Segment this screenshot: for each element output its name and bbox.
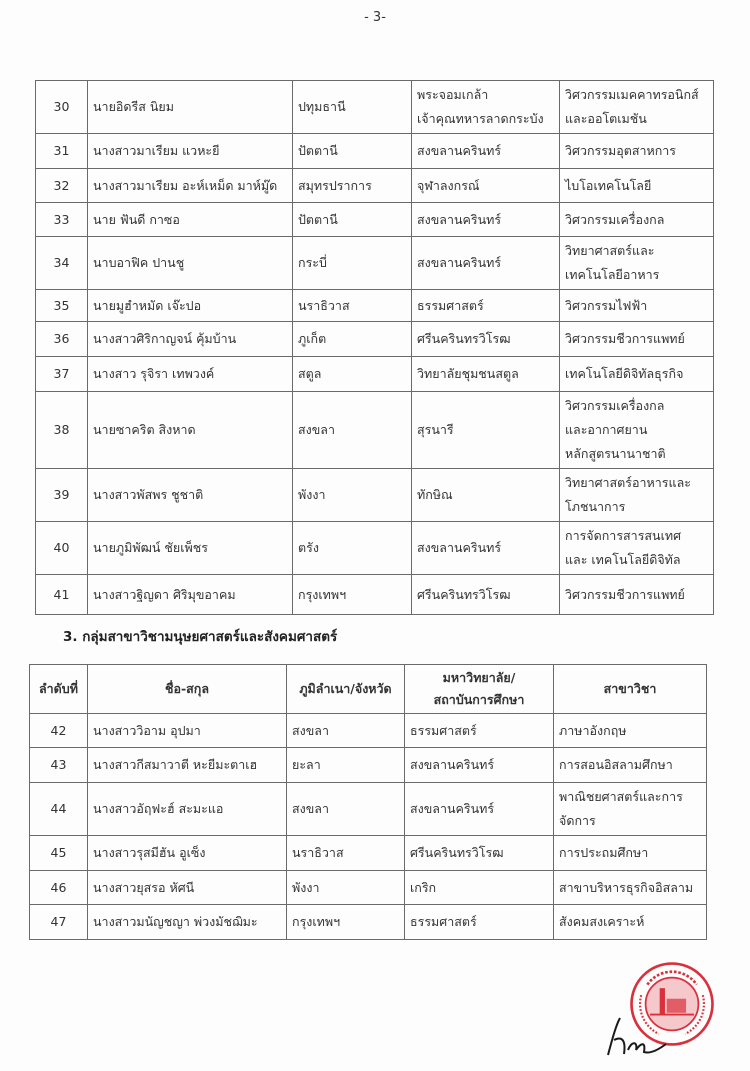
cell-province: ปัตตานี — [293, 203, 412, 237]
cell-province: ยะลา — [287, 748, 405, 783]
cell-major — [560, 237, 714, 290]
table-row — [30, 783, 707, 836]
cell-number: 32 — [36, 169, 88, 203]
cell-name: นางสาวมนัญชญา พ่วงมัชฌิมะ — [88, 905, 287, 940]
cell-major — [560, 322, 714, 357]
cell-province: ปัตตานี — [293, 134, 412, 169]
table-row — [36, 322, 714, 357]
cell-major — [560, 469, 714, 522]
cell-major-line: วิศวกรรมชีวการแพทย์ — [565, 331, 685, 346]
cell-name: นางสาววิอาม อุปมา — [88, 714, 287, 748]
table-row — [36, 169, 714, 203]
cell-major — [554, 748, 707, 783]
cell-province: สตูล — [293, 357, 412, 392]
header-university-line: สถาบันการศึกษา — [433, 692, 525, 707]
cell-province: นราธิวาส — [293, 290, 412, 322]
cell-major-line: วิทยาศาสตร์อาหารและ — [565, 475, 691, 490]
section-title: 3. กลุ่มสาขาวิชามนุษยศาสตร์และสังคมศาสตร์ — [63, 629, 338, 645]
cell-university — [412, 203, 560, 237]
cell-major — [554, 783, 707, 836]
cell-number: 46 — [30, 871, 88, 905]
cell-university — [412, 290, 560, 322]
cell-university-line: วิทยาลัยชุมชนสตูล — [417, 366, 519, 381]
cell-major-line: สังคมสงเคราะห์ — [559, 914, 645, 929]
cell-major-line: การประถมศึกษา — [559, 845, 649, 860]
cell-major-line: วิศวกรรมเครื่องกล — [565, 398, 665, 413]
cell-major — [560, 134, 714, 169]
table-row — [30, 905, 707, 940]
cell-major-line: วิศวกรรมอุตสาหการ — [565, 143, 677, 158]
cell-major-line: วิศวกรรมไฟฟ้า — [565, 297, 648, 313]
cell-major — [554, 905, 707, 940]
cell-name: นายมูฮำหมัด เจ๊ะปอ — [88, 290, 293, 322]
cell-university-line: ธรรมศาสตร์ — [417, 297, 484, 313]
table-row — [36, 81, 714, 134]
cell-university-line: ศรีนครินทรวิโรฒ — [410, 845, 504, 860]
cell-province: ปทุมธานี — [293, 81, 412, 134]
header-university-line: มหาวิทยาลัย/ — [442, 670, 516, 685]
cell-number: 44 — [30, 783, 88, 836]
cell-major — [560, 357, 714, 392]
cell-major-line: การจัดการสารสนเทศ — [565, 528, 682, 543]
cell-major-line: และ เทคโนโลยีดิจิทัล — [565, 552, 681, 567]
cell-province: พังงา — [287, 871, 405, 905]
cell-university-line: ธรรมศาสตร์ — [410, 914, 477, 929]
cell-major-line: วิศวกรรมเครื่องกล — [565, 211, 665, 227]
table-row — [30, 748, 707, 783]
cell-province: ภูเก็ต — [293, 322, 412, 357]
cell-number: 34 — [36, 237, 88, 290]
table-row — [36, 469, 714, 522]
cell-university — [405, 905, 554, 940]
cell-province: กรุงเทพฯ — [287, 905, 405, 940]
cell-name: นางสาวมาเรียม แวหะยี — [88, 134, 293, 169]
cell-university-line: สงขลานครินทร์ — [417, 255, 502, 270]
cell-university-line: จุฬาลงกรณ์ — [417, 177, 480, 193]
cell-name: นางสาวยุสรอ หัศนี — [88, 871, 287, 905]
cell-province: สงขลา — [287, 783, 405, 836]
cell-university-line: สงขลานครินทร์ — [417, 143, 502, 158]
students-table-humanities — [29, 664, 707, 940]
cell-university — [412, 522, 560, 575]
cell-university — [405, 836, 554, 871]
cell-university-line: เจ้าคุณทหารลาดกระบัง — [417, 111, 544, 126]
cell-major-line: หลักสูตรนานาชาติ — [565, 446, 666, 461]
students-table-science — [35, 80, 714, 615]
cell-university-line: สงขลานครินทร์ — [410, 801, 495, 816]
cell-major-line: พาณิชยศาสตร์และการ — [559, 789, 683, 804]
cell-major — [560, 392, 714, 469]
header-no: ลำดับที่ — [30, 665, 88, 714]
cell-name: นางสาว รุจิรา เทพวงค์ — [88, 357, 293, 392]
table-row — [30, 836, 707, 871]
cell-province: สงขลา — [287, 714, 405, 748]
cell-number: 41 — [36, 575, 88, 615]
cell-major — [560, 169, 714, 203]
cell-name: นางสาวกีสมาวาตี หะยีมะตาเฮ — [88, 748, 287, 783]
header-name: ชื่อ-สกุล — [88, 665, 287, 714]
cell-number: 47 — [30, 905, 88, 940]
cell-university-line: ธรรมศาสตร์ — [410, 722, 477, 738]
cell-number: 30 — [36, 81, 88, 134]
cell-major-line: และออโตเมชัน — [565, 111, 647, 126]
cell-name: นายภูมิพัฒน์ ชัยเพ็ชร — [88, 522, 293, 575]
table-row — [30, 714, 707, 748]
cell-major-line: จัดการ — [559, 813, 596, 828]
cell-major — [560, 203, 714, 237]
cell-major — [560, 522, 714, 575]
cell-university — [412, 169, 560, 203]
cell-name: นายซาคริต สิงหาด — [88, 392, 293, 469]
cell-province: ตรัง — [293, 522, 412, 575]
cell-university — [412, 469, 560, 522]
header-province: ภูมิลำเนา/จังหวัด — [287, 665, 405, 714]
cell-university — [412, 357, 560, 392]
table-row — [36, 237, 714, 290]
cell-university — [405, 714, 554, 748]
table-row — [36, 134, 714, 169]
table-row — [36, 203, 714, 237]
cell-university-line: สงขลานครินทร์ — [410, 757, 495, 772]
cell-university — [405, 783, 554, 836]
cell-province: สมุทรปราการ — [293, 169, 412, 203]
cell-university-line: ศรีนครินทรวิโรฒ — [417, 331, 511, 346]
table-row — [36, 575, 714, 615]
cell-province: สงขลา — [293, 392, 412, 469]
table-header-row — [30, 665, 707, 714]
cell-name: นายอิดรีส นิยม — [88, 81, 293, 134]
cell-university — [412, 237, 560, 290]
cell-major — [554, 836, 707, 871]
table-row — [36, 392, 714, 469]
cell-university-line: สงขลานครินทร์ — [417, 540, 502, 555]
cell-university-line: สุรนารี — [417, 422, 454, 437]
cell-name: นางสาวฐิญดา ศิริมุขอาคม — [88, 575, 293, 615]
cell-major — [560, 575, 714, 615]
cell-number: 31 — [36, 134, 88, 169]
cell-major-line: ภาษาอังกฤษ — [559, 722, 627, 738]
cell-university-line: พระจอมเกล้า — [417, 87, 489, 102]
cell-name: นางสาวรุสมีฮัน อูเซ็ง — [88, 836, 287, 871]
cell-major-line: โภชนาการ — [565, 499, 626, 514]
cell-university — [412, 392, 560, 469]
cell-number: 33 — [36, 203, 88, 237]
cell-major-line: วิศวกรรมเมคคาทรอนิกส์ — [565, 87, 699, 102]
cell-university-line: ทักษิณ — [417, 487, 453, 502]
cell-name: นาย ฟันดี กาซอ — [88, 203, 293, 237]
cell-major-line: การสอนอิสลามศึกษา — [559, 757, 673, 772]
cell-number: 36 — [36, 322, 88, 357]
cell-province: กรุงเทพฯ — [293, 575, 412, 615]
cell-number: 35 — [36, 290, 88, 322]
cell-university — [412, 575, 560, 615]
cell-university-line: ศรีนครินทรวิโรฒ — [417, 586, 511, 602]
cell-major-line: สาขาบริหารธุรกิจอิสลาม — [559, 879, 694, 895]
cell-major — [560, 290, 714, 322]
table-row — [36, 357, 714, 392]
cell-university — [412, 81, 560, 134]
cell-university — [412, 134, 560, 169]
table-row — [36, 522, 714, 575]
header-major: สาขาวิชา — [554, 665, 707, 714]
signature-image — [600, 1010, 670, 1060]
cell-university — [412, 322, 560, 357]
cell-major-line: วิศวกรรมชีวการแพทย์ — [565, 586, 685, 602]
cell-name: นางสาวพัสพร ชูชาติ — [88, 469, 293, 522]
cell-major — [554, 714, 707, 748]
cell-number: 40 — [36, 522, 88, 575]
cell-number: 45 — [30, 836, 88, 871]
cell-number: 37 — [36, 357, 88, 392]
cell-university-line: เกริก — [410, 879, 437, 895]
cell-major — [554, 871, 707, 905]
cell-university — [405, 748, 554, 783]
cell-number: 42 — [30, 714, 88, 748]
cell-major-line: เทคโนโลยีดิจิทัลธุรกิจ — [565, 366, 684, 381]
cell-province: กระบี่ — [293, 237, 412, 290]
header-university — [405, 665, 554, 714]
cell-major-line: วิทยาศาสตร์และ — [565, 243, 655, 258]
cell-number: 43 — [30, 748, 88, 783]
cell-major-line: ไบโอเทคโนโลยี — [565, 177, 652, 193]
page-number: - 3- — [364, 10, 386, 25]
cell-university-line: สงขลานครินทร์ — [417, 211, 502, 227]
cell-name: นางสาวอัฤฟะฮ์ สะมะแอ — [88, 783, 287, 836]
table-row — [36, 290, 714, 322]
cell-number: 38 — [36, 392, 88, 469]
cell-name: นางสาวมาเรียม อะห์เหม็ด มาห์มู๊ด — [88, 169, 293, 203]
cell-province: พังงา — [293, 469, 412, 522]
cell-name: นาบอาฟิค ปานชู — [88, 237, 293, 290]
cell-name: นางสาวศิริกาญจน์ คุ้มบ้าน — [88, 322, 293, 357]
cell-major-line: และอากาศยาน — [565, 422, 648, 437]
cell-university — [405, 871, 554, 905]
cell-major — [560, 81, 714, 134]
cell-province: นราธิวาส — [287, 836, 405, 871]
cell-major-line: เทคโนโลยีอาหาร — [565, 267, 660, 282]
table-row — [30, 871, 707, 905]
cell-number: 39 — [36, 469, 88, 522]
